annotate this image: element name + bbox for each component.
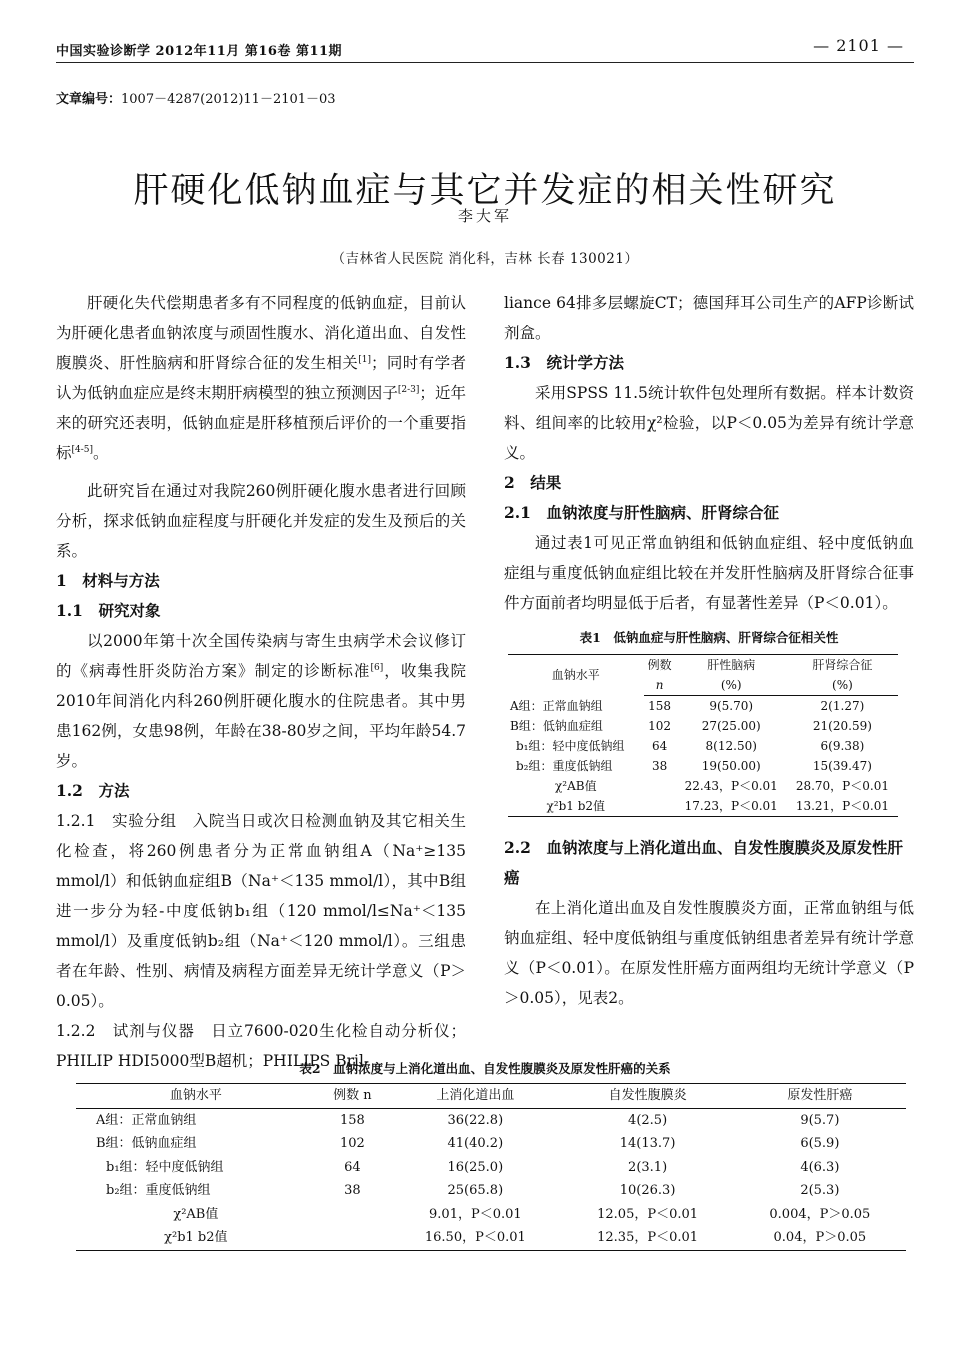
table2 bbox=[76, 1083, 906, 1251]
table-row bbox=[508, 756, 898, 776]
text: ；近年来的研究还表明，低钠血症是肝移植预后评价的一个重要指标 bbox=[56, 384, 466, 462]
table1-header-hrs-sub: (%) bbox=[787, 675, 898, 696]
cell: 19(50.00) bbox=[701, 759, 761, 773]
table-row bbox=[508, 716, 898, 736]
cell: 0.04，P＞0.05 bbox=[734, 1226, 906, 1250]
table2-header: 例数 n bbox=[316, 1084, 390, 1109]
author: 李大军 bbox=[457, 207, 512, 225]
cell: 38 bbox=[344, 1183, 361, 1198]
table2-header: 原发性肝癌 bbox=[734, 1084, 906, 1109]
cell: 4(2.5) bbox=[628, 1112, 668, 1128]
cell: 27(25.00) bbox=[701, 719, 761, 733]
cell: 2(1.27) bbox=[820, 699, 865, 713]
grouping-paragraph: 1.2.1 实验分组 入院当日或次日检测血钠及其它相关生化检查，将260例患者分为正常血钠组A（Na⁺≥135 mmol/l）和低钠血症组B（Na⁺＜135 mmol/l），其中B组进一步分为轻-中度低钠b₁组（120 mmol/l≤Na⁺＜135 mmol/l）及重度低钠b₂组（Na⁺＜120 mmol/l）。三组患者在年龄、性别、病情及病程方面差异无统计学意义（P＞0.05）。 bbox=[56, 812, 466, 1010]
citation: [6] bbox=[370, 662, 384, 673]
cell: χ²AB值 bbox=[173, 1206, 219, 1222]
affiliation: （吉林省人民医院 消化科，吉林 长春 130021） bbox=[331, 251, 639, 267]
cell: 15(39.47) bbox=[812, 759, 872, 773]
cell: 16.50，P＜0.01 bbox=[389, 1226, 561, 1250]
section-heading-2-2: 2.2 血钠浓度与上消化道出血、自发性腹膜炎及原发性肝癌 bbox=[504, 838, 903, 887]
cell: 9.01，P＜0.01 bbox=[429, 1206, 522, 1222]
text: ；同时有学者认为低钠血症应是终末期肝病模型的独立预测因子 bbox=[56, 354, 466, 402]
section-heading-1: 1 材料与方法 bbox=[56, 571, 160, 590]
cell: 102 bbox=[340, 1136, 365, 1151]
result-paragraph-2: 在上消化道出血及自发性腹膜炎方面，正常血钠组与低钠血症组、轻中度低钠组与重度低钠组患者差异有统计学意义（P＜0.01）。在原发性肝癌方面两组均无统计学意义（P＞0.05），见表2。 bbox=[504, 899, 914, 1007]
reagents-paragraph: 1.2.2 试剂与仪器 日立7600-020生化检自动分析仪；PHILIP HDI5000型B超机；PHILIPS Bril- bbox=[56, 1022, 466, 1070]
cell: 2(3.1) bbox=[628, 1159, 668, 1175]
table-row bbox=[76, 1132, 906, 1156]
table-row bbox=[508, 696, 898, 717]
table-row bbox=[76, 1203, 906, 1227]
cell: 0.004，P＞0.05 bbox=[769, 1206, 871, 1222]
cell: 2(5.3) bbox=[800, 1183, 840, 1198]
cell: 12.35，P＜0.01 bbox=[561, 1226, 733, 1250]
cell: 12.05，P＜0.01 bbox=[597, 1206, 699, 1222]
cell: b₁组：轻中度低钠组 bbox=[106, 1159, 224, 1175]
cell: b₂组：重度低钠组 bbox=[516, 759, 613, 773]
cell: 64 bbox=[651, 739, 668, 753]
cell: 36(22.8) bbox=[447, 1112, 504, 1128]
table2-caption: 表2 血钠浓度与上消化道出血、自发性腹膜炎及原发性肝癌的关系 bbox=[299, 1061, 671, 1076]
article-number-value: 1007－4287(2012)11－2101－03 bbox=[121, 92, 336, 107]
text: 肝硬化失代偿期患者多有不同程度的低钠血症，目前认为肝硬化患者血钠浓度与顽固性腹水、消化道出血、自发性腹膜炎、肝性脑病和肝肾综合征的发生相关 bbox=[56, 294, 466, 372]
article-number bbox=[56, 88, 336, 107]
intro-paragraph-1 bbox=[56, 288, 466, 468]
result-paragraph-1: 通过表1可见正常血钠组和低钠血症组、轻中度低钠血症组与重度低钠血症组比较在并发肝性脑病及肝肾综合征事件方面前者均明显低于后者，有显著性差异（P＜0.01）。 bbox=[504, 534, 914, 612]
cell: 9(5.70) bbox=[709, 699, 754, 713]
cell: A组：正常血钠组 bbox=[96, 1112, 197, 1128]
cell: 16(25.0) bbox=[447, 1159, 504, 1175]
table-row bbox=[508, 796, 898, 817]
section-heading-1-2: 1.2 方法 bbox=[56, 781, 130, 800]
section-heading-2-1: 2.1 血钠浓度与肝性脑病、肝肾综合征 bbox=[504, 503, 779, 522]
cell: χ²AB值 bbox=[555, 779, 597, 793]
table-row bbox=[76, 1156, 906, 1180]
cell bbox=[316, 1226, 390, 1250]
cell: χ²b1 b2值 bbox=[508, 796, 644, 817]
table-row bbox=[508, 736, 898, 756]
cell: 14(13.7) bbox=[619, 1136, 676, 1151]
cell bbox=[644, 776, 676, 796]
cell: 158 bbox=[648, 699, 672, 713]
citation: [4-5] bbox=[71, 444, 94, 455]
text: 以2000年第十次全国传染病与寄生虫病学术会议修订的《病毒性肝炎防治方案》制定的诊断标准 bbox=[56, 632, 466, 680]
left-column bbox=[56, 288, 466, 1076]
cell: 6(5.9) bbox=[800, 1136, 840, 1151]
cell: 13.21，P＜0.01 bbox=[787, 796, 898, 817]
cell: 6(9.38) bbox=[820, 739, 865, 753]
article-number-label: 文章编号： bbox=[56, 92, 122, 107]
section-heading-1-3: 1.3 统计学方法 bbox=[504, 353, 624, 372]
intro-paragraph-2: 此研究旨在通过对我院260例肝硬化腹水患者进行回顾分析，探求低钠血症程度与肝硬化并发症的发生及预后的关系。 bbox=[56, 482, 466, 560]
table2-header: 血钠水平 bbox=[76, 1084, 316, 1109]
stats-paragraph: 采用SPSS 11.5统计软件包处理所有数据。样本计数资料、组间率的比较用χ²检验，以P＜0.05为差异有统计学意义。 bbox=[504, 384, 914, 462]
cell: A组：正常血钠组 bbox=[510, 698, 603, 713]
cell bbox=[316, 1203, 390, 1227]
table-row bbox=[76, 1226, 906, 1250]
cell: 41(40.2) bbox=[447, 1136, 504, 1151]
cell: b₁组：轻中度低钠组 bbox=[516, 739, 625, 753]
table1-caption: 表1 低钠血症与肝性脑病、肝肾综合征相关性 bbox=[579, 630, 839, 645]
page-number: — 2101 — bbox=[813, 36, 904, 55]
cell: 64 bbox=[344, 1159, 361, 1175]
section-heading-1-1: 1.1 研究对象 bbox=[56, 601, 161, 620]
text: ，收集我院2010年间消化内科260例肝硬化腹水的住院患者。其中男患162例，女患98例，年龄在38-80岁之间，平均年龄54.7岁。 bbox=[56, 662, 466, 770]
cell: 158 bbox=[340, 1112, 365, 1128]
table1-header-hrs: 肝肾综合征 bbox=[787, 655, 898, 676]
table2-header: 上消化道出血 bbox=[389, 1084, 561, 1109]
paper-title: 肝硬化低钠血症与其它并发症的相关性研究 bbox=[133, 171, 837, 212]
cell bbox=[644, 796, 676, 817]
table1-header-level: 血钠水平 bbox=[508, 655, 644, 696]
cell: 10(26.3) bbox=[619, 1183, 676, 1198]
table1-header-he-sub: (%) bbox=[676, 675, 787, 696]
subjects-paragraph bbox=[56, 626, 466, 776]
reagents-continued: liance 64排多层螺旋CT；德国拜耳公司生产的AFP诊断试剂盒。 bbox=[504, 294, 914, 342]
table1-header-he: 肝性脑病 bbox=[676, 655, 787, 676]
table-row bbox=[76, 1108, 906, 1132]
cell: χ²b1 b2值 bbox=[76, 1226, 316, 1250]
cell: 4(6.3) bbox=[800, 1159, 840, 1175]
text: 。 bbox=[93, 444, 109, 462]
section-heading-2: 2 结果 bbox=[504, 473, 562, 492]
citation: [2-3] bbox=[397, 384, 420, 395]
cell: 17.23，P＜0.01 bbox=[676, 796, 787, 817]
table2-header: 自发性腹膜炎 bbox=[561, 1084, 733, 1109]
citation: [1] bbox=[358, 354, 371, 365]
table1-header-n-sub: n bbox=[644, 675, 676, 696]
cell: B组：低钠血症组 bbox=[510, 719, 603, 733]
cell: 22.43，P＜0.01 bbox=[684, 779, 778, 793]
cell: 28.70，P＜0.01 bbox=[795, 779, 889, 793]
journal-header: 中国实验诊断学 2012年11月 第16卷 第11期 bbox=[56, 44, 343, 59]
cell: b₂组：重度低钠组 bbox=[106, 1183, 211, 1198]
table-row bbox=[76, 1179, 906, 1203]
cell: 21(20.59) bbox=[812, 719, 872, 733]
table-row bbox=[508, 776, 898, 796]
cell: 25(65.8) bbox=[447, 1183, 504, 1198]
table1-header-n: 例数 bbox=[644, 655, 676, 676]
cell: 38 bbox=[651, 759, 668, 773]
cell: 102 bbox=[648, 719, 672, 733]
right-column bbox=[504, 288, 914, 1013]
header-rule bbox=[56, 62, 914, 63]
cell: 9(5.7) bbox=[800, 1112, 840, 1128]
cell: B组：低钠血症组 bbox=[96, 1136, 197, 1151]
cell: 8(12.50) bbox=[705, 739, 757, 753]
table1 bbox=[508, 654, 898, 817]
